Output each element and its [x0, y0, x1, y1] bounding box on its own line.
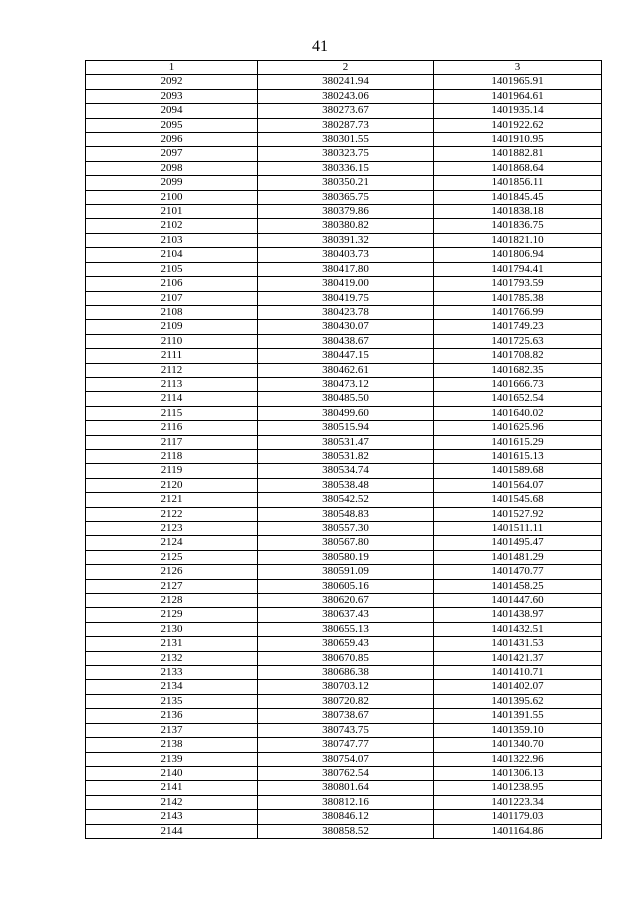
- point-number-cell: 2101: [86, 205, 258, 219]
- coordinates-table: [85, 60, 602, 839]
- y-coordinate-cell: 1401615.13: [434, 449, 602, 463]
- x-coordinate-cell: 380273.67: [258, 104, 434, 118]
- table-row: [86, 507, 602, 521]
- table-row: [86, 709, 602, 723]
- point-number-cell: 2126: [86, 565, 258, 579]
- x-coordinate-cell: 380391.32: [258, 233, 434, 247]
- y-coordinate-cell: 1401359.10: [434, 723, 602, 737]
- x-coordinate-cell: 380801.64: [258, 781, 434, 795]
- y-coordinate-cell: 1401838.18: [434, 205, 602, 219]
- x-coordinate-cell: 380323.75: [258, 147, 434, 161]
- table-row: [86, 449, 602, 463]
- point-number-cell: 2135: [86, 694, 258, 708]
- y-coordinate-cell: 1401821.10: [434, 233, 602, 247]
- y-coordinate-cell: 1401589.68: [434, 464, 602, 478]
- point-number-cell: 2094: [86, 104, 258, 118]
- point-number-cell: 2119: [86, 464, 258, 478]
- x-coordinate-cell: 380515.94: [258, 421, 434, 435]
- table-row: [86, 550, 602, 564]
- table-row: [86, 738, 602, 752]
- y-coordinate-cell: 1401682.35: [434, 363, 602, 377]
- table-row: [86, 320, 602, 334]
- point-number-cell: 2124: [86, 536, 258, 550]
- x-coordinate-cell: 380419.75: [258, 291, 434, 305]
- point-number-cell: 2142: [86, 795, 258, 809]
- page-number: 41: [312, 38, 328, 55]
- y-coordinate-cell: 1401495.47: [434, 536, 602, 550]
- table-row: [86, 262, 602, 276]
- y-coordinate-cell: 1401793.59: [434, 277, 602, 291]
- y-coordinate-cell: 1401306.13: [434, 766, 602, 780]
- y-coordinate-cell: 1401625.96: [434, 421, 602, 435]
- y-coordinate-cell: 1401806.94: [434, 248, 602, 262]
- x-coordinate-cell: 380738.67: [258, 709, 434, 723]
- y-coordinate-cell: 1401666.73: [434, 377, 602, 391]
- point-number-cell: 2105: [86, 262, 258, 276]
- table-row: [86, 752, 602, 766]
- point-number-cell: 2110: [86, 334, 258, 348]
- table-row: [86, 666, 602, 680]
- point-number-cell: 2118: [86, 449, 258, 463]
- x-coordinate-cell: 380531.47: [258, 435, 434, 449]
- point-number-cell: 2109: [86, 320, 258, 334]
- table-header-row: [86, 61, 602, 75]
- point-number-cell: 2093: [86, 89, 258, 103]
- x-coordinate-cell: 380580.19: [258, 550, 434, 564]
- x-coordinate-cell: 380499.60: [258, 406, 434, 420]
- point-number-cell: 2096: [86, 133, 258, 147]
- table-row: [86, 118, 602, 132]
- column-header: 1: [86, 61, 258, 75]
- y-coordinate-cell: 1401845.45: [434, 190, 602, 204]
- table-row: [86, 349, 602, 363]
- table-row: [86, 594, 602, 608]
- x-coordinate-cell: 380557.30: [258, 522, 434, 536]
- point-number-cell: 2131: [86, 637, 258, 651]
- y-coordinate-cell: 1401708.82: [434, 349, 602, 363]
- x-coordinate-cell: 380703.12: [258, 680, 434, 694]
- y-coordinate-cell: 1401395.62: [434, 694, 602, 708]
- point-number-cell: 2104: [86, 248, 258, 262]
- point-number-cell: 2136: [86, 709, 258, 723]
- table-row: [86, 248, 602, 262]
- point-number-cell: 2134: [86, 680, 258, 694]
- y-coordinate-cell: 1401391.55: [434, 709, 602, 723]
- table-row: [86, 637, 602, 651]
- table-row: [86, 233, 602, 247]
- y-coordinate-cell: 1401922.62: [434, 118, 602, 132]
- x-coordinate-cell: 380747.77: [258, 738, 434, 752]
- table-row: [86, 75, 602, 89]
- table-row: [86, 104, 602, 118]
- y-coordinate-cell: 1401527.92: [434, 507, 602, 521]
- x-coordinate-cell: 380542.52: [258, 493, 434, 507]
- point-number-cell: 2143: [86, 810, 258, 824]
- point-number-cell: 2115: [86, 406, 258, 420]
- point-number-cell: 2116: [86, 421, 258, 435]
- point-number-cell: 2098: [86, 161, 258, 175]
- x-coordinate-cell: 380686.38: [258, 666, 434, 680]
- y-coordinate-cell: 1401447.60: [434, 594, 602, 608]
- y-coordinate-cell: 1401238.95: [434, 781, 602, 795]
- table-row: [86, 608, 602, 622]
- column-header: 2: [258, 61, 434, 75]
- x-coordinate-cell: 380567.80: [258, 536, 434, 550]
- point-number-cell: 2097: [86, 147, 258, 161]
- y-coordinate-cell: 1401564.07: [434, 478, 602, 492]
- x-coordinate-cell: 380846.12: [258, 810, 434, 824]
- x-coordinate-cell: 380301.55: [258, 133, 434, 147]
- x-coordinate-cell: 380379.86: [258, 205, 434, 219]
- x-coordinate-cell: 380423.78: [258, 305, 434, 319]
- point-number-cell: 2139: [86, 752, 258, 766]
- y-coordinate-cell: 1401322.96: [434, 752, 602, 766]
- y-coordinate-cell: 1401458.25: [434, 579, 602, 593]
- x-coordinate-cell: 380241.94: [258, 75, 434, 89]
- point-number-cell: 2120: [86, 478, 258, 492]
- point-number-cell: 2122: [86, 507, 258, 521]
- x-coordinate-cell: 380447.15: [258, 349, 434, 363]
- y-coordinate-cell: 1401470.77: [434, 565, 602, 579]
- x-coordinate-cell: 380858.52: [258, 824, 434, 838]
- table-row: [86, 334, 602, 348]
- table-row: [86, 377, 602, 391]
- y-coordinate-cell: 1401432.51: [434, 622, 602, 636]
- x-coordinate-cell: 380473.12: [258, 377, 434, 391]
- point-number-cell: 2138: [86, 738, 258, 752]
- point-number-cell: 2108: [86, 305, 258, 319]
- table-row: [86, 493, 602, 507]
- y-coordinate-cell: 1401164.86: [434, 824, 602, 838]
- x-coordinate-cell: 380534.74: [258, 464, 434, 478]
- table-row: [86, 464, 602, 478]
- point-number-cell: 2140: [86, 766, 258, 780]
- table-row: [86, 363, 602, 377]
- x-coordinate-cell: 380591.09: [258, 565, 434, 579]
- y-coordinate-cell: 1401964.61: [434, 89, 602, 103]
- table-row: [86, 824, 602, 838]
- point-number-cell: 2128: [86, 594, 258, 608]
- x-coordinate-cell: 380485.50: [258, 392, 434, 406]
- table-row: [86, 795, 602, 809]
- y-coordinate-cell: 1401340.70: [434, 738, 602, 752]
- point-number-cell: 2100: [86, 190, 258, 204]
- column-header: 3: [434, 61, 602, 75]
- y-coordinate-cell: 1401766.99: [434, 305, 602, 319]
- y-coordinate-cell: 1401856.11: [434, 176, 602, 190]
- table-row: [86, 190, 602, 204]
- table-row: [86, 565, 602, 579]
- x-coordinate-cell: 380754.07: [258, 752, 434, 766]
- y-coordinate-cell: 1401481.29: [434, 550, 602, 564]
- x-coordinate-cell: 380462.61: [258, 363, 434, 377]
- point-number-cell: 2095: [86, 118, 258, 132]
- table-row: [86, 89, 602, 103]
- table-row: [86, 579, 602, 593]
- y-coordinate-cell: 1401511.11: [434, 522, 602, 536]
- table-row: [86, 219, 602, 233]
- x-coordinate-cell: 380548.83: [258, 507, 434, 521]
- y-coordinate-cell: 1401223.34: [434, 795, 602, 809]
- x-coordinate-cell: 380243.06: [258, 89, 434, 103]
- point-number-cell: 2123: [86, 522, 258, 536]
- table-row: [86, 522, 602, 536]
- table-row: [86, 291, 602, 305]
- x-coordinate-cell: 380336.15: [258, 161, 434, 175]
- table-row: [86, 622, 602, 636]
- point-number-cell: 2099: [86, 176, 258, 190]
- x-coordinate-cell: 380812.16: [258, 795, 434, 809]
- table-row: [86, 147, 602, 161]
- y-coordinate-cell: 1401179.03: [434, 810, 602, 824]
- point-number-cell: 2144: [86, 824, 258, 838]
- table-row: [86, 161, 602, 175]
- y-coordinate-cell: 1401438.97: [434, 608, 602, 622]
- x-coordinate-cell: 380403.73: [258, 248, 434, 262]
- table-row: [86, 810, 602, 824]
- point-number-cell: 2141: [86, 781, 258, 795]
- x-coordinate-cell: 380419.00: [258, 277, 434, 291]
- x-coordinate-cell: 380720.82: [258, 694, 434, 708]
- x-coordinate-cell: 380350.21: [258, 176, 434, 190]
- table-row: [86, 536, 602, 550]
- y-coordinate-cell: 1401431.53: [434, 637, 602, 651]
- y-coordinate-cell: 1401785.38: [434, 291, 602, 305]
- table-row: [86, 478, 602, 492]
- y-coordinate-cell: 1401545.68: [434, 493, 602, 507]
- point-number-cell: 2107: [86, 291, 258, 305]
- table-row: [86, 781, 602, 795]
- table-row: [86, 651, 602, 665]
- y-coordinate-cell: 1401402.07: [434, 680, 602, 694]
- x-coordinate-cell: 380430.07: [258, 320, 434, 334]
- table-row: [86, 406, 602, 420]
- y-coordinate-cell: 1401615.29: [434, 435, 602, 449]
- y-coordinate-cell: 1401794.41: [434, 262, 602, 276]
- table-row: [86, 766, 602, 780]
- table-row: [86, 277, 602, 291]
- x-coordinate-cell: 380380.82: [258, 219, 434, 233]
- x-coordinate-cell: 380531.82: [258, 449, 434, 463]
- y-coordinate-cell: 1401749.23: [434, 320, 602, 334]
- table-row: [86, 305, 602, 319]
- y-coordinate-cell: 1401965.91: [434, 75, 602, 89]
- y-coordinate-cell: 1401410.71: [434, 666, 602, 680]
- point-number-cell: 2103: [86, 233, 258, 247]
- x-coordinate-cell: 380620.67: [258, 594, 434, 608]
- point-number-cell: 2121: [86, 493, 258, 507]
- y-coordinate-cell: 1401882.81: [434, 147, 602, 161]
- table-row: [86, 205, 602, 219]
- y-coordinate-cell: 1401910.95: [434, 133, 602, 147]
- point-number-cell: 2117: [86, 435, 258, 449]
- table-row: [86, 176, 602, 190]
- x-coordinate-cell: 380637.43: [258, 608, 434, 622]
- table-body: [86, 75, 602, 839]
- point-number-cell: 2092: [86, 75, 258, 89]
- x-coordinate-cell: 380287.73: [258, 118, 434, 132]
- x-coordinate-cell: 380743.75: [258, 723, 434, 737]
- point-number-cell: 2129: [86, 608, 258, 622]
- table-row: [86, 133, 602, 147]
- x-coordinate-cell: 380365.75: [258, 190, 434, 204]
- point-number-cell: 2102: [86, 219, 258, 233]
- point-number-cell: 2137: [86, 723, 258, 737]
- point-number-cell: 2125: [86, 550, 258, 564]
- y-coordinate-cell: 1401421.37: [434, 651, 602, 665]
- table-row: [86, 392, 602, 406]
- point-number-cell: 2127: [86, 579, 258, 593]
- x-coordinate-cell: 380655.13: [258, 622, 434, 636]
- point-number-cell: 2112: [86, 363, 258, 377]
- table-row: [86, 694, 602, 708]
- table-row: [86, 723, 602, 737]
- y-coordinate-cell: 1401640.02: [434, 406, 602, 420]
- point-number-cell: 2114: [86, 392, 258, 406]
- y-coordinate-cell: 1401725.63: [434, 334, 602, 348]
- point-number-cell: 2133: [86, 666, 258, 680]
- x-coordinate-cell: 380605.16: [258, 579, 434, 593]
- y-coordinate-cell: 1401868.64: [434, 161, 602, 175]
- point-number-cell: 2113: [86, 377, 258, 391]
- point-number-cell: 2111: [86, 349, 258, 363]
- point-number-cell: 2132: [86, 651, 258, 665]
- y-coordinate-cell: 1401935.14: [434, 104, 602, 118]
- point-number-cell: 2106: [86, 277, 258, 291]
- y-coordinate-cell: 1401652.54: [434, 392, 602, 406]
- x-coordinate-cell: 380538.48: [258, 478, 434, 492]
- x-coordinate-cell: 380438.67: [258, 334, 434, 348]
- x-coordinate-cell: 380417.80: [258, 262, 434, 276]
- x-coordinate-cell: 380670.85: [258, 651, 434, 665]
- table-row: [86, 680, 602, 694]
- table-row: [86, 435, 602, 449]
- x-coordinate-cell: 380762.54: [258, 766, 434, 780]
- y-coordinate-cell: 1401836.75: [434, 219, 602, 233]
- point-number-cell: 2130: [86, 622, 258, 636]
- table-row: [86, 421, 602, 435]
- x-coordinate-cell: 380659.43: [258, 637, 434, 651]
